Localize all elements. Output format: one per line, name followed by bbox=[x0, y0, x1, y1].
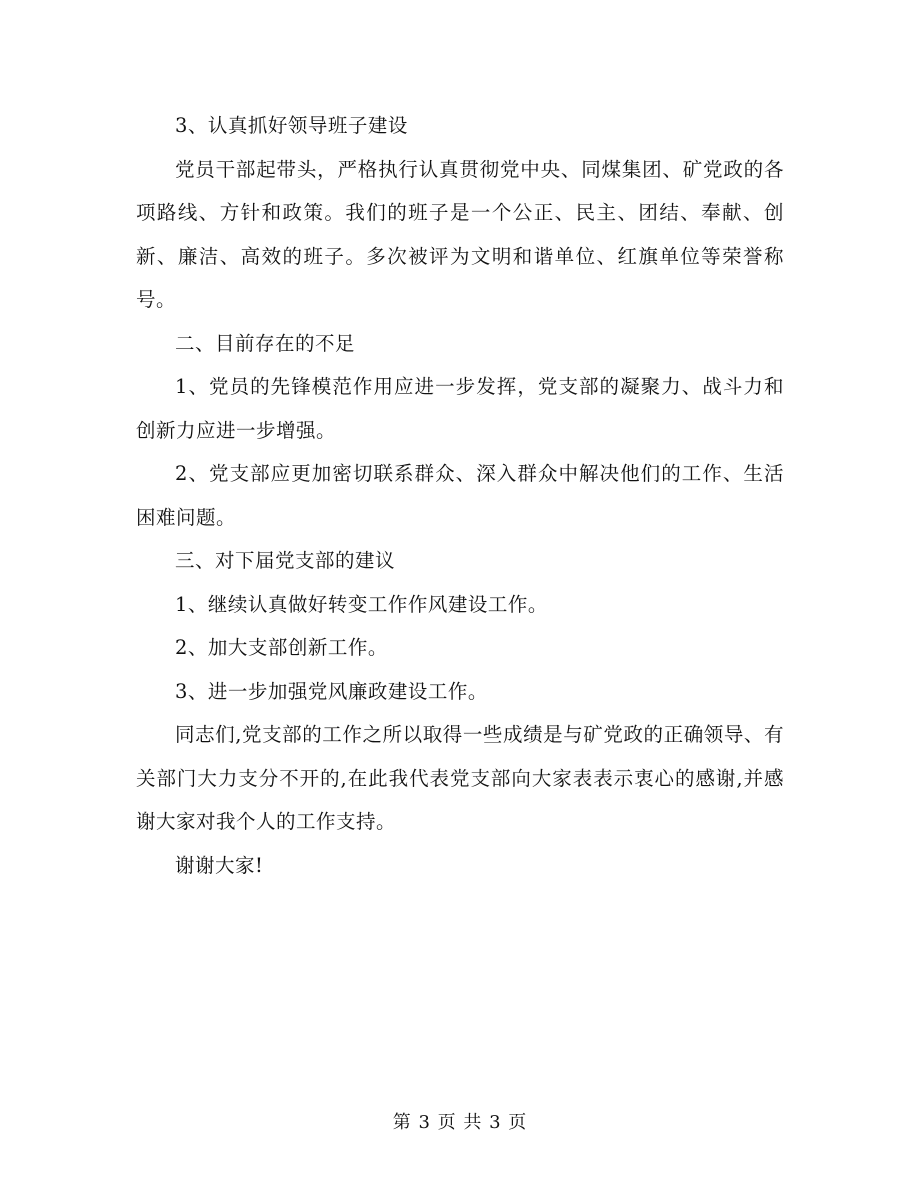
paragraph-10: 同志们,党支部的工作之所以取得一些成绩是与矿党政的正确领导、有关部门大力支分不开的,在此我代表党支部向大家表表示衷心的感谢,并感谢大家对我个人的工作支持。 bbox=[136, 723, 784, 833]
page-number-footer: 第 3 页 共 3 页 bbox=[392, 1112, 528, 1133]
paragraph-7: 1、继续认真做好转变工作作风建设工作。 bbox=[175, 592, 548, 616]
paragraph-9: 3、进一步加强党风廉政建设工作。 bbox=[175, 679, 488, 703]
section-heading-2: 二、目前存在的不足 bbox=[175, 331, 356, 355]
paragraph-8: 2、加大支部创新工作。 bbox=[175, 636, 388, 659]
closing-thanks: 谢谢大家! bbox=[175, 853, 264, 877]
paragraph-4: 1、党员的先锋模范作用应进一步发挥，党支部的凝聚力、战斗力和创新力应进一步增强。 bbox=[136, 375, 784, 442]
paragraph-1: 3、认真抓好领导班子建设 bbox=[175, 114, 408, 137]
document-body bbox=[136, 104, 784, 887]
paragraph-2: 党员干部起带头，严格执行认真贯彻党中央、同煤集团、矿党政的各项路线、方针和政策。我们的班子是一个公正、民主、团结、奉献、创新、廉洁、高效的班子。多次被评为文明和谐单位、红旗单位等荣誉称号。 bbox=[136, 157, 784, 311]
section-heading-3: 三、对下届党支部的建议 bbox=[175, 549, 396, 572]
paragraph-5: 2、党支部应更加密切联系群众、深入群众中解决他们的工作、生活困难问题。 bbox=[136, 462, 784, 529]
